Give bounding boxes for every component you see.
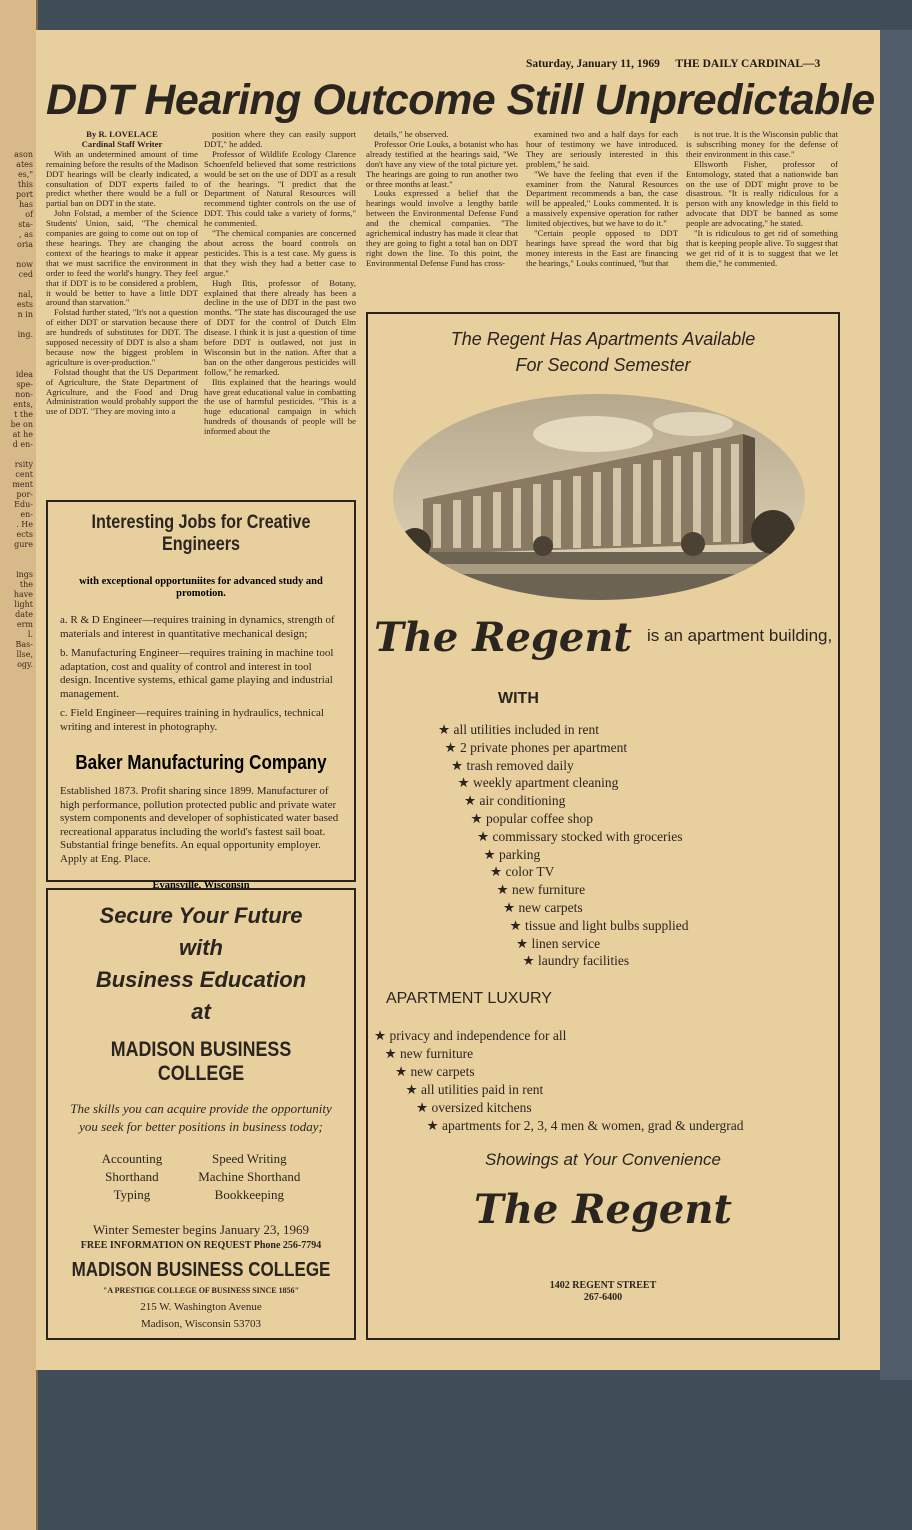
feature-item: ★ commissary stocked with groceries	[477, 828, 683, 844]
article-paragraph: is not true. It is the Wisconsin public that is subscribing money for the defense of their environment in this case."	[686, 129, 838, 159]
article-paragraph: "Certain people opposed to DDT hearings have spread the word that big money interests in the East are financing the hearings," Louks continued, "but that	[526, 228, 678, 268]
binder-text: es,"	[17, 170, 33, 179]
feature-item: ★ linen service	[516, 935, 601, 951]
binder-text	[0, 320, 36, 330]
headline: DDT Hearing Outcome Still Unpredictable	[46, 76, 875, 124]
binder-text: be on	[10, 420, 33, 429]
article-paragraph: Ellsworth Fisher, professor of Entomology, stated that a nationwide ban on the use of DDT might prove to be disastrous. "It is really ridiculous for a person with any knowledge in this field to advocate that DDT be banned as some people are advocating," he stated.	[686, 158, 838, 229]
article-paragraph: Professor of Wildlife Ecology Clarence Schoenfeld believed that some restrictions would be set on the use of DDT as a result of the hearings. "I predict that the Department of Natural Resources will recommend tighter controls on the use of DDT. This could take a variety of forms," he commented.	[204, 148, 356, 229]
binder-text: sta-	[18, 220, 33, 229]
article-paragraph: Folstad thought that the US Department of Agriculture, the State Department of Agriculture, and the Food and Drug Administration would probably support the use of DDT. "They are moving into a	[46, 366, 198, 417]
binder-text: ates	[16, 160, 33, 169]
mbc-address	[48, 1299, 354, 1333]
regent-brand-sub: is an apartment building,	[646, 626, 833, 645]
binder-text: ests	[16, 300, 33, 309]
binder-text: now	[16, 260, 33, 269]
feature-item: ★ 2 private phones per apartment	[444, 739, 628, 755]
binder-text	[0, 340, 36, 350]
luxury-item: ★ new furniture	[384, 1046, 474, 1061]
book-edge	[880, 30, 912, 1380]
article-col3-paras	[366, 130, 518, 269]
mbc-address-line1: 215 W. Washington Avenue	[140, 1301, 262, 1313]
article-paragraph: Folstad further stated, "It's not a question of either DDT or starvation because there are hundreds of substitutes for DDT. The supposed necessity of DDT is also a sham because now the biggest problem in agriculture is over-production."	[46, 307, 198, 367]
feature-item: ★ trash removed daily	[451, 757, 574, 773]
byline-role: Cardinal Staff Writer	[81, 138, 163, 149]
mbc-line3: Business Education	[95, 967, 307, 992]
feature-item: ★ parking	[483, 846, 541, 862]
binder-text: has	[18, 200, 33, 209]
binder-text: this	[17, 180, 33, 189]
binder-text: the	[19, 580, 33, 589]
regent-brand-line	[374, 614, 834, 661]
article-paragraph: Louks expressed a belief that the hearings would involve a lengthy battle between the Environmental Defense Fund and the chemical companies. "The agrichemical industry has made it clear that they are going to fight a total ban on DDT right down the line. To this point, the Environmental Defense Fund has cross-	[366, 188, 518, 268]
binder-text: port	[16, 190, 33, 199]
binder-text: spe-	[16, 380, 33, 389]
binder-text: , as	[19, 230, 33, 239]
luxury-item: ★ privacy and independence for all	[374, 1028, 567, 1043]
feature-item: ★ all utilities included in rent	[438, 722, 599, 737]
article-column-1	[46, 130, 198, 417]
article-col1-paras	[46, 150, 198, 417]
binder-text: of	[25, 210, 33, 219]
feature-item: ★ new furniture	[496, 882, 586, 898]
article-paragraph: "The chemical companies are concerned about across the board controls on pesticides. This is a test case. My guess is that they wish they had a better case to argue."	[204, 228, 356, 278]
feature-item: ★ laundry facilities	[522, 953, 630, 969]
regent-address	[368, 1280, 838, 1304]
mbc-line1: Secure Your Future	[99, 903, 303, 928]
jobs-ad	[46, 500, 356, 891]
article-column-2	[204, 130, 356, 437]
binder-text: ects	[16, 530, 33, 539]
binder-text: en-	[20, 510, 33, 519]
binder-text: gure	[14, 540, 33, 549]
mbc-line4: at	[191, 999, 211, 1024]
feature-item: ★ weekly apartment cleaning	[457, 775, 619, 791]
binder-text	[0, 360, 36, 370]
feature-item: ★ popular coffee shop	[470, 811, 593, 826]
article-col5-paras	[686, 130, 838, 269]
binder-text: rsity	[14, 460, 33, 469]
jobs-ad-item-a: a. R & D Engineer—requires training in dynamics, strength of materials and interest in quantitative mechanical design;	[60, 614, 335, 640]
regent-street: 1402 REGENT STREET	[549, 1280, 657, 1291]
binder-text: . He	[16, 520, 33, 529]
course: Speed Writing	[211, 1151, 287, 1166]
article-column-5	[686, 130, 838, 269]
header-date: Saturday, January 11, 1969	[526, 58, 660, 70]
binder-text	[0, 280, 36, 290]
binder-text: light	[14, 600, 33, 609]
luxury-item: ★ apartments for 2, 3, 4 men & women, grad & undergrad	[426, 1118, 744, 1133]
binder-text: Edu-	[14, 500, 33, 509]
binder-text	[0, 550, 36, 560]
binder-text: por-	[16, 490, 33, 499]
luxury-item: ★ all utilities paid in rent	[405, 1082, 544, 1097]
building-illustration	[393, 394, 805, 600]
byline: By R. LOVELACE	[86, 129, 158, 139]
article-paragraph: examined two and a half days for each hour of testimony we have introduced. They are seriously interested in this problem," he said.	[526, 129, 678, 169]
mbc-semester: Winter Semester begins January 23, 1969	[92, 1222, 310, 1237]
binder-text: cent	[15, 470, 33, 479]
binder-text: d en-	[12, 440, 33, 449]
binder-text: ing.	[17, 330, 33, 339]
article-column-3	[366, 130, 518, 269]
regent-logo-2-text: The Regent	[474, 1186, 732, 1233]
jobs-ad-item-b: b. Manufacturing Engineer—requires training in machine tool adaptation, cost and quality of control and interest in tool design. Incentive systems, ethical game playing and industrial management.	[60, 647, 334, 700]
business-college-ad	[46, 888, 356, 1340]
article-paragraph: Hugh Iltis, professor of Botany, explained that there already has been a decline in the use of DDT in the past two months. "The state has discouraged the use of DDT for the control of Dutch Elm disease. I think it is just a question of time before DDT is outlawed, not just in Wisconsin but in the nation. After that a ban on the other dangerous pesticides will follow," he remarked.	[204, 277, 356, 377]
binder-text: ment	[12, 480, 33, 489]
binder-text: ogy.	[17, 660, 33, 669]
jobs-ad-title: Interesting Jobs for Creative Engineers	[91, 512, 311, 555]
binder-text: oria	[17, 240, 33, 249]
mbc-motto: "A PRESTIGE COLLEGE OF BUSINESS SINCE 1856"	[102, 1286, 300, 1295]
course: Shorthand	[105, 1169, 159, 1184]
binder-text: erm	[16, 620, 33, 629]
jobs-ad-subtitle: with exceptional opportuniites for advanced study and promotion.	[79, 576, 323, 599]
course: Typing	[113, 1187, 151, 1202]
binder-text: idea	[15, 370, 33, 379]
binder-text: n in	[17, 310, 33, 319]
jobs-ad-item-c: c. Field Engineer—requires training in hydraulics, technical writing and interest in photography.	[60, 707, 324, 733]
building-photo	[393, 394, 805, 600]
regent-ad	[366, 312, 840, 1340]
binder-text	[0, 350, 36, 360]
course: Bookkeeping	[214, 1187, 284, 1202]
binder-text	[0, 560, 36, 570]
regent-headline-1: The Regent Has Apartments Available	[450, 329, 756, 349]
feature-item: ★ tissue and light bulbs supplied	[509, 917, 689, 933]
regent-logo: The Regent	[374, 614, 632, 661]
mbc-address-line2: Madison, Wisconsin 53703	[140, 1318, 262, 1330]
article-paragraph: position where they can easily support DDT," he added.	[204, 129, 356, 149]
binder-text: t the	[14, 410, 33, 419]
article-paragraph: "We have the feeling that even if the examiner from the Natural Resources Department recommends a ban, the case will be appealed," Louks commented. It is a massively expensive operation for rather limited objectives, but we have to do it."	[526, 168, 678, 229]
article-column-4	[526, 130, 678, 269]
binder-text: date	[15, 610, 33, 619]
mbc-tagline: The skills you can acquire provide the opportunity you seek for better positions in business today;	[70, 1101, 332, 1134]
luxury-label: APARTMENT LUXURY	[386, 990, 552, 1007]
luxury-item: ★ oversized kitchens	[416, 1100, 532, 1115]
mbc-line2: with	[179, 935, 223, 960]
article-paragraph: John Folstad, a member of the Science Students' Union, said, "The chemical companies are going to come out on top of these hearings. They are changing the context of the hearings to make it appear that we must sacrifice the environment in order to feed the world's hungry. They feel that if DDT is to be considered a problem, it would be better to have a little DDT around than starvation."	[46, 208, 198, 308]
mbc-courses-left	[102, 1150, 163, 1204]
binder-text: ents,	[13, 400, 33, 409]
jobs-ad-city: Evansville, Wisconsin	[152, 880, 250, 891]
binder-text: ason	[14, 150, 33, 159]
binder-text	[0, 250, 36, 260]
regent-logo-2	[368, 1186, 838, 1233]
article-col4-paras	[526, 130, 678, 269]
binder-text: llse,	[16, 650, 33, 659]
regent-headline	[368, 326, 838, 378]
binder-text: non-	[15, 390, 33, 399]
jobs-ad-company: Baker Manufacturing Company	[75, 752, 327, 774]
article-paragraph: Professor Orie Louks, a botanist who has already testified at the hearings said, "We don't have any view of the total picture yet. The hearings are going to run another two or three months at least."	[366, 138, 518, 189]
binder-text: Bas-	[15, 640, 33, 649]
header-paper: THE DAILY CARDINAL—3	[675, 58, 821, 70]
mbc-name: MADISON BUSINESS COLLEGE	[110, 1038, 292, 1085]
mbc-info: FREE INFORMATION ON REQUEST Phone 256-7794	[80, 1240, 322, 1251]
binder-text: nal,	[17, 290, 33, 299]
regent-headline-2: For Second Semester	[515, 355, 691, 375]
course: Machine Shorthand	[198, 1169, 301, 1184]
binder-text: ings	[16, 570, 33, 579]
course: Accounting	[101, 1151, 163, 1166]
mbc-courses-right	[198, 1150, 300, 1204]
binder-text: ced	[18, 270, 33, 279]
mbc-courses	[48, 1150, 354, 1204]
article-paragraph: details," he observed.	[374, 129, 449, 139]
feature-item: ★ new carpets	[503, 900, 583, 915]
article-paragraph: With an undetermined amount of time remaining before the results of the Madison DDT hearings will be clearly indicated, a consultation of DDT experts failed to predict whether there would be a full or partial ban on DDT in the state.	[46, 148, 198, 209]
feature-item: ★ air conditioning	[464, 793, 566, 809]
article-col2-paras	[204, 130, 356, 437]
regent-phone: 267-6400	[583, 1292, 623, 1303]
article-paragraph: Iltis explained that the hearings would have great educational value in combatting the use of harmful pesticides. "This is a huge educational campaign in which hundreds of thousands of people will be informed about the	[204, 376, 356, 437]
binder-text: at he	[12, 430, 33, 439]
article-paragraph: "It is ridiculous to get rid of something that is keeping people alive. To suggest that we get rid of it is to suggest that we let them die," he commented.	[686, 228, 838, 268]
newspaper-page	[36, 30, 880, 1370]
feature-item: ★ color TV	[490, 864, 555, 880]
binder-strip	[0, 0, 38, 1530]
mbc-name-2: MADISON BUSINESS COLLEGE	[71, 1259, 331, 1281]
jobs-ad-description: Established 1873. Profit sharing since 1899. Manufacturer of high performance, pollution protected public and private water system components and developer of sophisticated water based recreational apparatus including the world's fastest sail boat. Substantial fringe benefits. An equal opportunity employer. Apply at Eng. Place.	[60, 785, 339, 865]
mbc-headline	[48, 900, 354, 1028]
page-header	[526, 58, 820, 70]
luxury-item: ★ new carpets	[395, 1064, 475, 1079]
with-label: WITH	[498, 690, 539, 707]
binder-text	[0, 450, 36, 460]
binder-text: have	[13, 590, 33, 599]
binder-text: l.	[27, 630, 33, 639]
showings: Showings at Your Convenience	[485, 1150, 721, 1169]
